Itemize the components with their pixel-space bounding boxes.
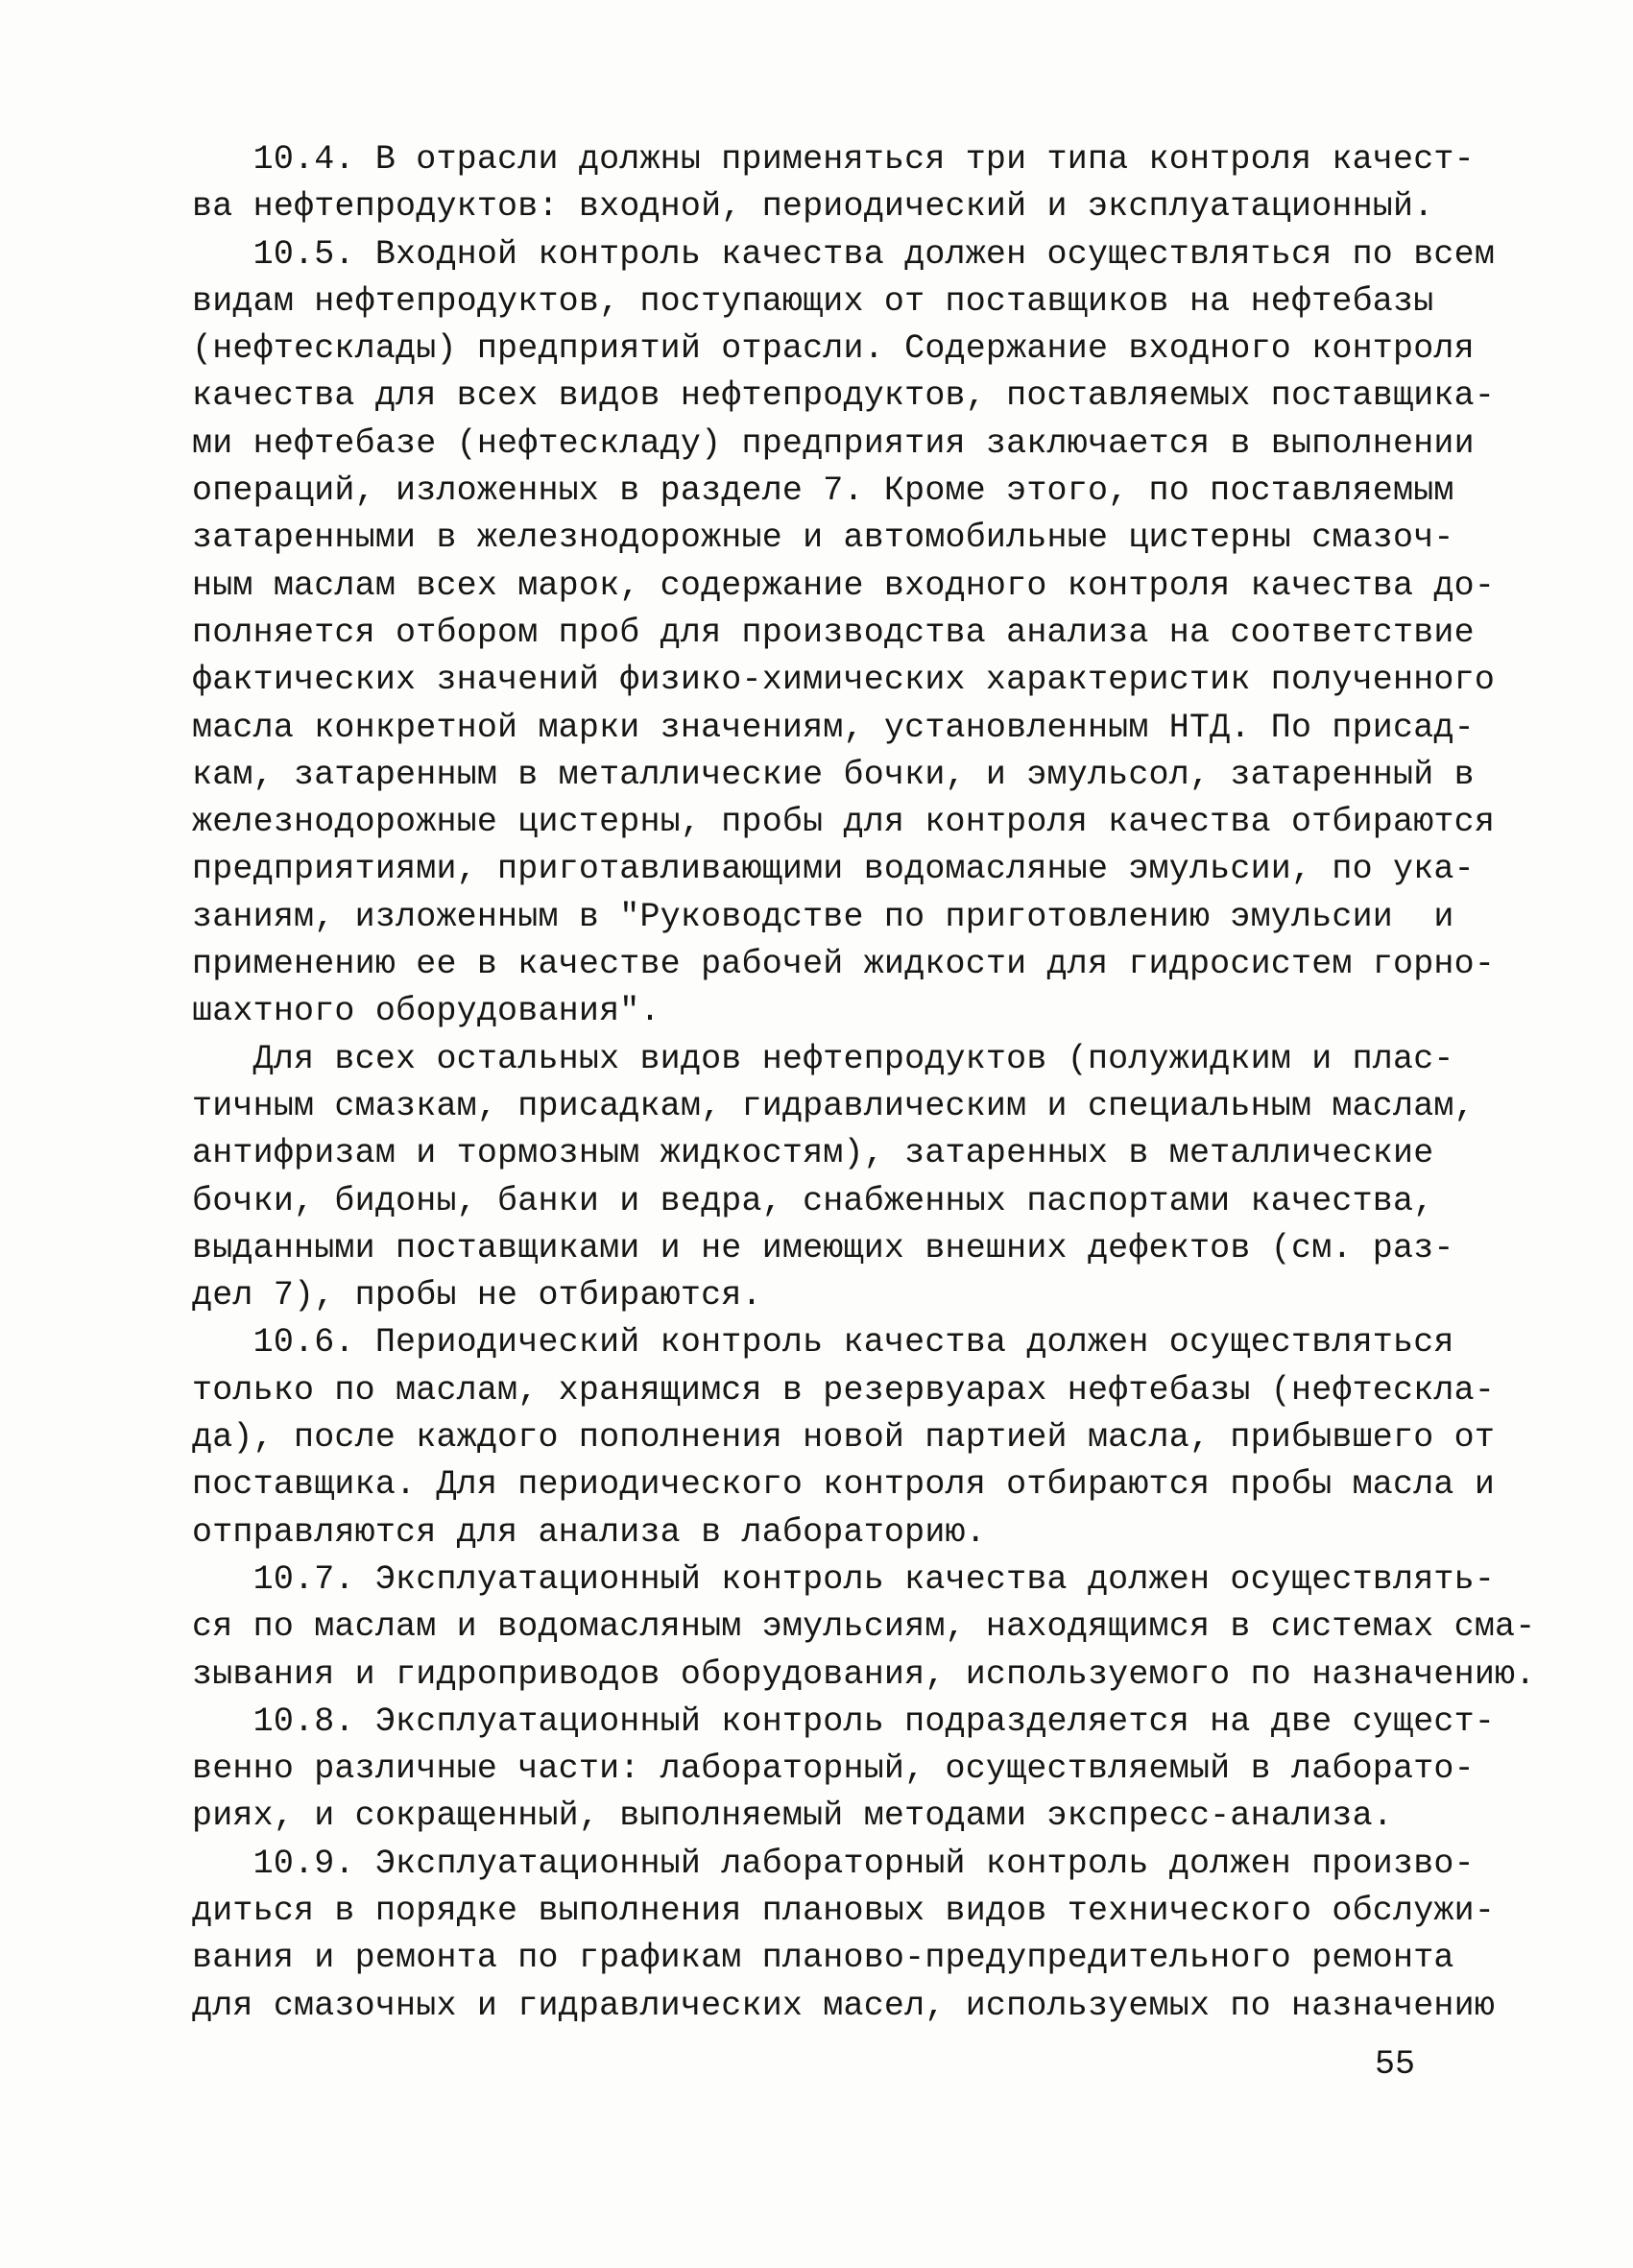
text-line: поставщика. Для периодического контроля отбираются пробы масла и	[192, 1465, 1496, 1505]
text-line: диться в порядке выполнения плановых видов технического обслужи-	[192, 1891, 1496, 1930]
text-line: 10.6. Периодический контроль качества должен осуществляться	[192, 1323, 1454, 1363]
text-line: железнодорожные цистерны, пробы для контроля качества отбираются	[192, 803, 1496, 842]
text-line: для смазочных и гидравлических масел, используемых по назначению	[192, 1986, 1496, 2025]
text-line: Для всех остальных видов нефтепродуктов (полужидким и плас-	[192, 1039, 1454, 1078]
text-line: заниям, изложенным в "Руководстве по приготовлению эмульсии и	[192, 897, 1454, 936]
text-line: зывания и гидроприводов оборудования, используемого по назначению.	[192, 1654, 1536, 1694]
text-line: кам, затаренным в металлические бочки, и эмульсол, затаренный в	[192, 755, 1475, 794]
text-line: 10.5. Входной контроль качества должен осуществляться по всем	[192, 234, 1496, 274]
text-line: 10.7. Эксплуатационный контроль качества должен осуществлять-	[192, 1559, 1496, 1599]
text-line: ся по маслам и водомасляным эмульсиям, находящимся в системах сма-	[192, 1607, 1536, 1647]
text-line: масла конкретной марки значениям, установленным НТД. По присад-	[192, 708, 1475, 747]
text-line: (нефтесклады) предприятий отрасли. Содержание входного контроля	[192, 329, 1475, 369]
text-line: тичным смазкам, присадкам, гидравлическим и специальным маслам,	[192, 1086, 1475, 1125]
text-line: ным маслам всех марок, содержание входного контроля качества до-	[192, 566, 1496, 605]
text-line: предприятиями, приготавливающими водомасляные эмульсии, по ука-	[192, 850, 1475, 889]
text-line: отправляются для анализа в лабораторию.	[192, 1512, 986, 1552]
page-number: 55	[1375, 2045, 1416, 2084]
text-line: венно различные части: лабораторный, осуществляемый в лаборато-	[192, 1749, 1475, 1789]
text-line: 10.4. В отрасли должны применяться три типа контроля качест-	[192, 140, 1475, 179]
text-line: 10.8. Эксплуатационный контроль подразделяется на две сущест-	[192, 1701, 1496, 1741]
text-line: видам нефтепродуктов, поступающих от поставщиков на нефтебазы	[192, 281, 1434, 321]
text-line: вания и ремонта по графикам планово-предупредительного ремонта	[192, 1939, 1454, 1978]
text-line: риях, и сокращенный, выполняемый методами экспресс-анализа.	[192, 1797, 1394, 1836]
text-line: только по маслам, хранящимся в резервуарах нефтебазы (нефтескла-	[192, 1370, 1496, 1410]
text-line: фактических значений физико-химических характеристик полученного	[192, 661, 1496, 700]
text-line: дел 7), пробы не отбираются.	[192, 1276, 762, 1315]
text-line: качества для всех видов нефтепродуктов, поставляемых поставщика-	[192, 376, 1496, 416]
text-line: бочки, бидоны, банки и ведра, снабженных паспортами качества,	[192, 1181, 1434, 1220]
text-line: ва нефтепродуктов: входной, периодический и эксплуатационный.	[192, 187, 1434, 227]
text-line: антифризам и тормозным жидкостям), затаренных в металлические	[192, 1134, 1434, 1173]
text-line: затаренными в железнодорожные и автомобильные цистерны смазоч-	[192, 519, 1454, 558]
text-line: полняется отбором проб для производства анализа на соответствие	[192, 613, 1475, 652]
text-line: применению ее в качестве рабочей жидкости для гидросистем горно-	[192, 945, 1496, 984]
text-line: выданными поставщиками и не имеющих внешних дефектов (см. раз-	[192, 1228, 1454, 1267]
text-line: да), после каждого пополнения новой партией масла, прибывшего от	[192, 1418, 1496, 1458]
body-text	[192, 136, 1536, 2030]
text-line: шахтного оборудования".	[192, 992, 660, 1031]
text-line: ми нефтебазе (нефтескладу) предприятия заключается в выполнении	[192, 423, 1475, 463]
text-line: 10.9. Эксплуатационный лабораторный контроль должен произво-	[192, 1844, 1475, 1883]
text-line: операций, изложенных в разделе 7. Кроме этого, по поставляемым	[192, 471, 1454, 511]
